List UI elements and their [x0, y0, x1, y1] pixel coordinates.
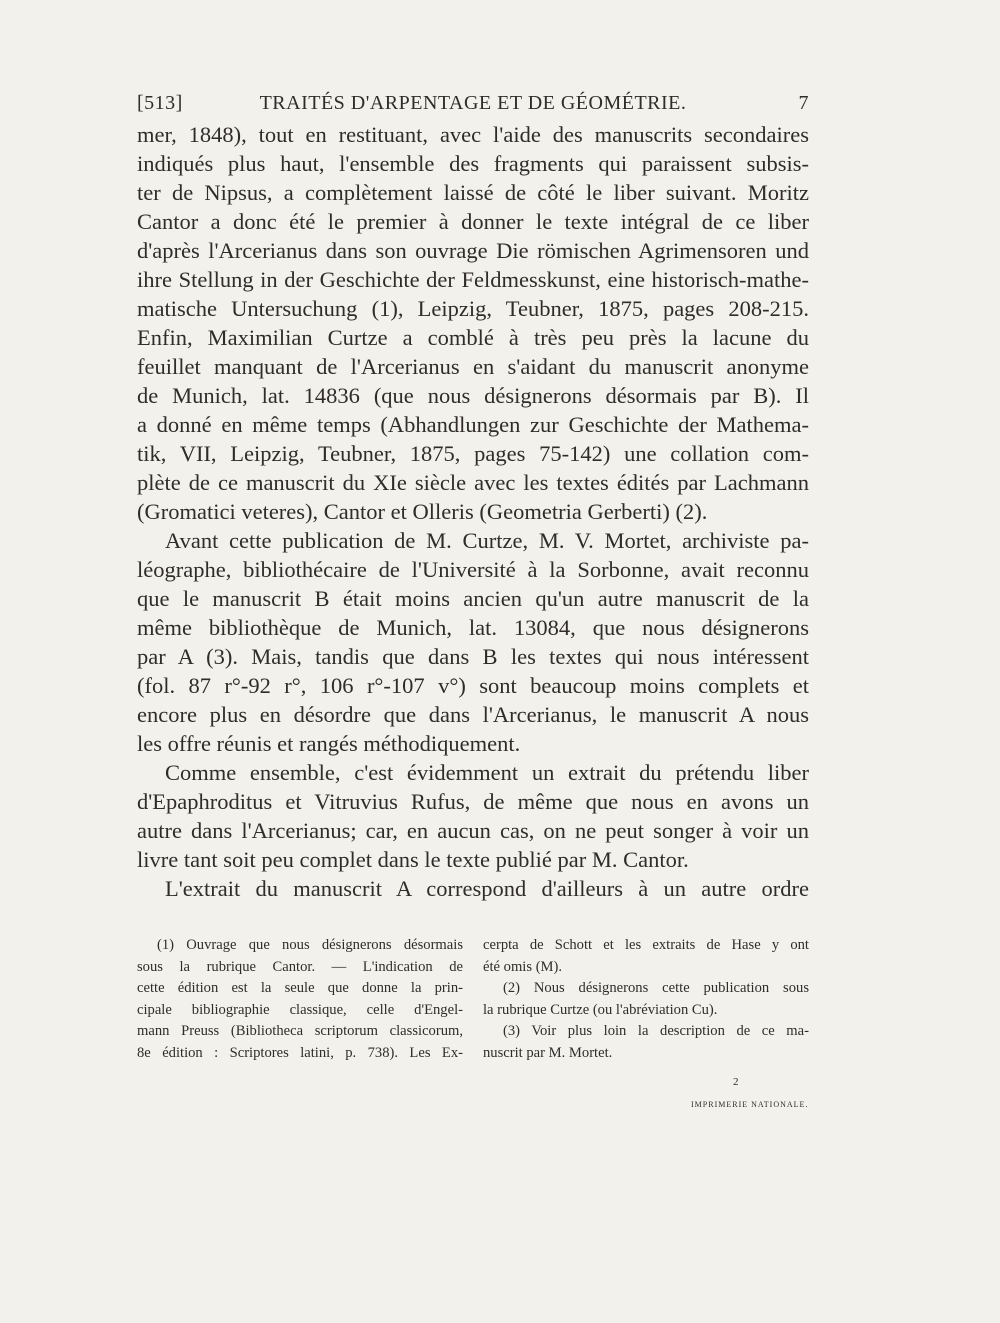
footnote-line: (3) Voir plus loin la description de ce ma- [503, 1023, 809, 1039]
text-line: autre dans l'Arcerianus; car, en aucun cas, on ne peut songer à voir un [137, 818, 809, 843]
running-title: TRAITÉS D'ARPENTAGE ET DE GÉOMÉTRIE. [259, 92, 687, 114]
footnote-line: nuscrit par M. Mortet. [483, 1044, 613, 1061]
text-line: (Gromatici veteres), Cantor et Olleris (Geometria Gerberti) (2). [137, 499, 708, 524]
footnotes-left-column [137, 935, 463, 1064]
main-text [137, 120, 809, 903]
text-line: feuillet manquant de l'Arcerianus en s'aidant du manuscrit anonyme [137, 354, 809, 379]
text-line: Cantor a donc été le premier à donner le texte intégral de ce liber [137, 209, 809, 234]
footnote-line: cipale bibliographie classique, celle d'Engel- [137, 1001, 463, 1018]
text-line: Comme ensemble, c'est évidemment un extrait du prétendu liber [165, 760, 809, 785]
text-line: mer, 1848), tout en restituant, avec l'aide des manuscrits secondaires [137, 122, 809, 147]
footnote-line: 8e édition : Scriptores latini, p. 738). Les Ex- [137, 1044, 463, 1061]
text-line: matische Untersuchung (1), Leipzig, Teubner, 1875, pages 208-215. [137, 296, 809, 321]
text-line: que le manuscrit B était moins ancien qu'un autre manuscrit de la [137, 586, 809, 611]
text-line: de Munich, lat. 14836 (que nous désignerons désormais par B). Il [137, 383, 809, 408]
footnote-line: cerpta de Schott et les extraits de Hase y ont [483, 937, 809, 953]
text-line: ihre Stellung in der Geschichte der Feldmesskunst, eine historisch-mathe- [137, 267, 809, 292]
footnote-line: la rubrique Curtze (ou l'abréviation Cu). [483, 1001, 718, 1018]
footnote-line: sous la rubrique Cantor. — L'indication de [137, 958, 463, 975]
page-number: 7 [798, 92, 809, 114]
footnote-line: été omis (M). [483, 958, 563, 975]
text-line: Enfin, Maximilian Curtze a comblé à très peu près la lacune du [137, 325, 809, 350]
text-line: livre tant soit peu complet dans le texte publié par M. Cantor. [137, 847, 689, 872]
text-line: par A (3). Mais, tandis que dans B les textes qui nous intéressent [137, 644, 809, 669]
footnote-line: (1) Ouvrage que nous désignerons désormais [157, 937, 463, 953]
footnote-line: cette édition est la seule que donne la prin- [137, 980, 463, 996]
text-line: L'extrait du manuscrit A correspond d'ailleurs à un autre ordre [165, 876, 809, 901]
text-line: encore plus en désordre que dans l'Arcerianus, le manuscrit A nous [137, 702, 809, 727]
text-line: d'Epaphroditus et Vitruvius Rufus, de même que nous en avons un [137, 789, 809, 814]
page-reference: [513] [137, 92, 183, 114]
printer-mark: IMPRIMERIE NATIONALE. [691, 1100, 809, 1109]
text-line: plète de ce manuscrit du XIe siècle avec les textes édités par Lachmann [137, 470, 809, 495]
text-line: ter de Nipsus, a complètement laissé de côté le liber suivant. Moritz [137, 180, 809, 205]
footnote-line: mann Preuss (Bibliotheca scriptorum classicorum, [137, 1023, 463, 1039]
text-line: tik, VII, Leipzig, Teubner, 1875, pages 75-142) une collation com- [137, 441, 809, 466]
footnotes-right-column [483, 935, 809, 1064]
footnote-line: (2) Nous désignerons cette publication sous [503, 980, 809, 996]
text-line: même bibliothèque de Munich, lat. 13084, que nous désignerons [137, 615, 809, 640]
text-line: d'après l'Arcerianus dans son ouvrage Die römischen Agrimensoren und [137, 238, 809, 263]
text-line: les offre réunis et rangés méthodiquement. [137, 731, 521, 756]
text-line: a donné en même temps (Abhandlungen zur Geschichte der Mathema- [137, 412, 809, 437]
text-line: léographe, bibliothécaire de l'Université à la Sorbonne, avait reconnu [137, 557, 809, 582]
signature-mark: 2 [733, 1076, 739, 1088]
text-line: indiqués plus haut, l'ensemble des fragments qui paraissent subsis- [137, 151, 809, 176]
text-line: Avant cette publication de M. Curtze, M. V. Mortet, archiviste pa- [165, 528, 809, 553]
text-line: (fol. 87 r°-92 r°, 106 r°-107 v°) sont beaucoup moins complets et [137, 673, 809, 698]
